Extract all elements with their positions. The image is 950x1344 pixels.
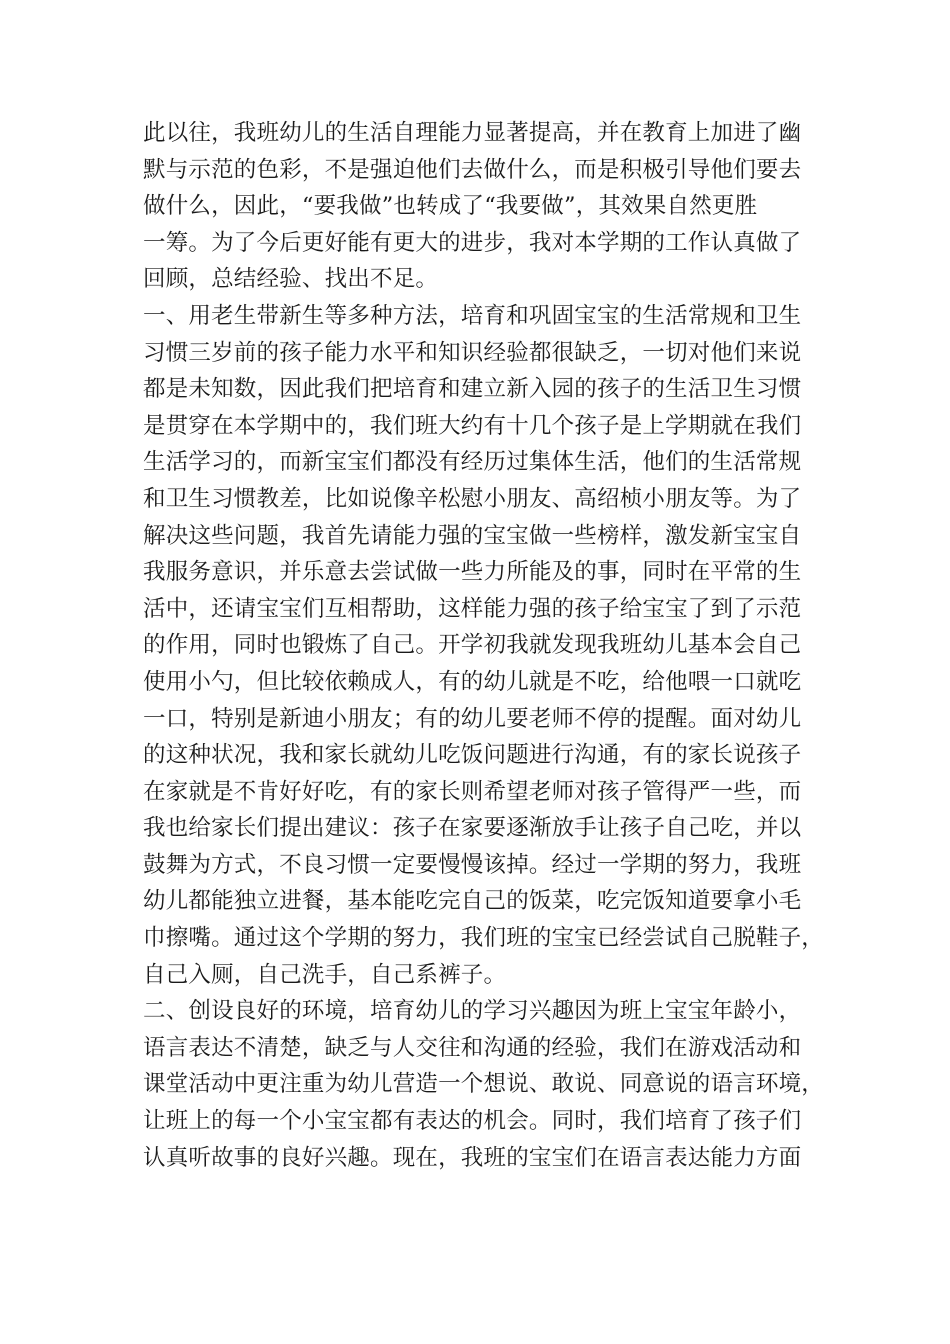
text-line: 回顾，总结经验、找出不足。 <box>143 266 439 293</box>
text-line: 习惯三岁前的孩子能力水平和知识经验都很缺乏，一切对他们来说 <box>143 339 802 366</box>
text-line: 幼儿都能独立进餐，基本能吃完自己的饭菜，吃完饭知道要拿小毛 <box>143 888 802 915</box>
text-line: 认真听故事的良好兴趣。现在，我班的宝宝们在语言表达能力方面 <box>143 1144 802 1171</box>
text-line: 是贯穿在本学期中的，我们班大约有十几个孩子是上学期就在我们 <box>143 412 802 439</box>
section-heading-line: 一、用老生带新生等多种方法，培育和巩固宝宝的生活常规和卫生 <box>143 302 802 329</box>
section-heading-line: 二、创设良好的环境，培育幼儿的学习兴趣因为班上宝宝年龄小， <box>143 998 802 1025</box>
text-line: 做什么，因此，“要我做”也转成了“我要做”，其效果自然更胜 <box>143 193 758 220</box>
text-line: 在家就是不肯好好吃，有的家长则希望老师对孩子管得严一些，而 <box>143 778 802 805</box>
text-line: 使用小勺，但比较依赖成人，有的幼儿就是不吃，给他喂一口就吃 <box>143 668 802 695</box>
text-line: 巾擦嘴。通过这个学期的努力，我们班的宝宝已经尝试自己脱鞋子， <box>143 925 825 952</box>
text-line: 生活学习的，而新宝宝们都没有经历过集体生活，他们的生活常规 <box>143 449 802 476</box>
text-line: 此以往，我班幼儿的生活自理能力显著提高，并在教育上加进了幽 <box>143 120 802 146</box>
text-line: 我也给家长们提出建议：孩子在家要逐渐放手让孩子自己吃，并以 <box>143 815 802 842</box>
text-line: 和卫生习惯教差，比如说像辛松慰小朋友、高绍桢小朋友等。为了 <box>143 485 802 512</box>
text-line: 一筹。为了今后更好能有更大的进步，我对本学期的工作认真做了 <box>143 229 802 256</box>
text-line: 都是未知数，因此我们把培育和建立新入园的孩子的生活卫生习惯 <box>143 376 802 403</box>
text-line: 的作用，同时也锻炼了自己。开学初我就发现我班幼儿基本会自己 <box>143 632 802 659</box>
text-line: 鼓舞为方式，不良习惯一定要慢慢该掉。经过一学期的努力，我班 <box>143 851 802 878</box>
text-line: 课堂活动中更注重为幼儿营造一个想说、敢说、同意说的语言环境， <box>143 1071 825 1098</box>
text-line: 解决这些问题，我首先请能力强的宝宝做一些榜样，激发新宝宝自 <box>143 522 802 549</box>
body-text <box>143 115 843 1176</box>
text-line: 的这种状况，我和家长就幼儿吃饭问题进行沟通，有的家长说孩子 <box>143 742 802 769</box>
text-line: 活中，还请宝宝们互相帮助，这样能力强的孩子给宝宝了到了示范 <box>143 595 802 622</box>
text-line: 默与示范的色彩，不是强迫他们去做什么，而是积极引导他们要去 <box>143 156 802 183</box>
text-line: 一口，特别是新迪小朋友；有的幼儿要老师不停的提醒。面对幼儿 <box>143 705 802 732</box>
text-line: 语言表达不清楚，缺乏与人交往和沟通的经验，我们在游戏活动和 <box>143 1034 802 1061</box>
text-line: 自己入厕，自己洗手，自己系裤子。 <box>143 961 507 988</box>
text-line: 让班上的每一个小宝宝都有表达的机会。同时，我们培育了孩子们 <box>143 1108 802 1135</box>
text-line: 我服务意识，并乐意去尝试做一些力所能及的事，同时在平常的生 <box>143 559 802 586</box>
